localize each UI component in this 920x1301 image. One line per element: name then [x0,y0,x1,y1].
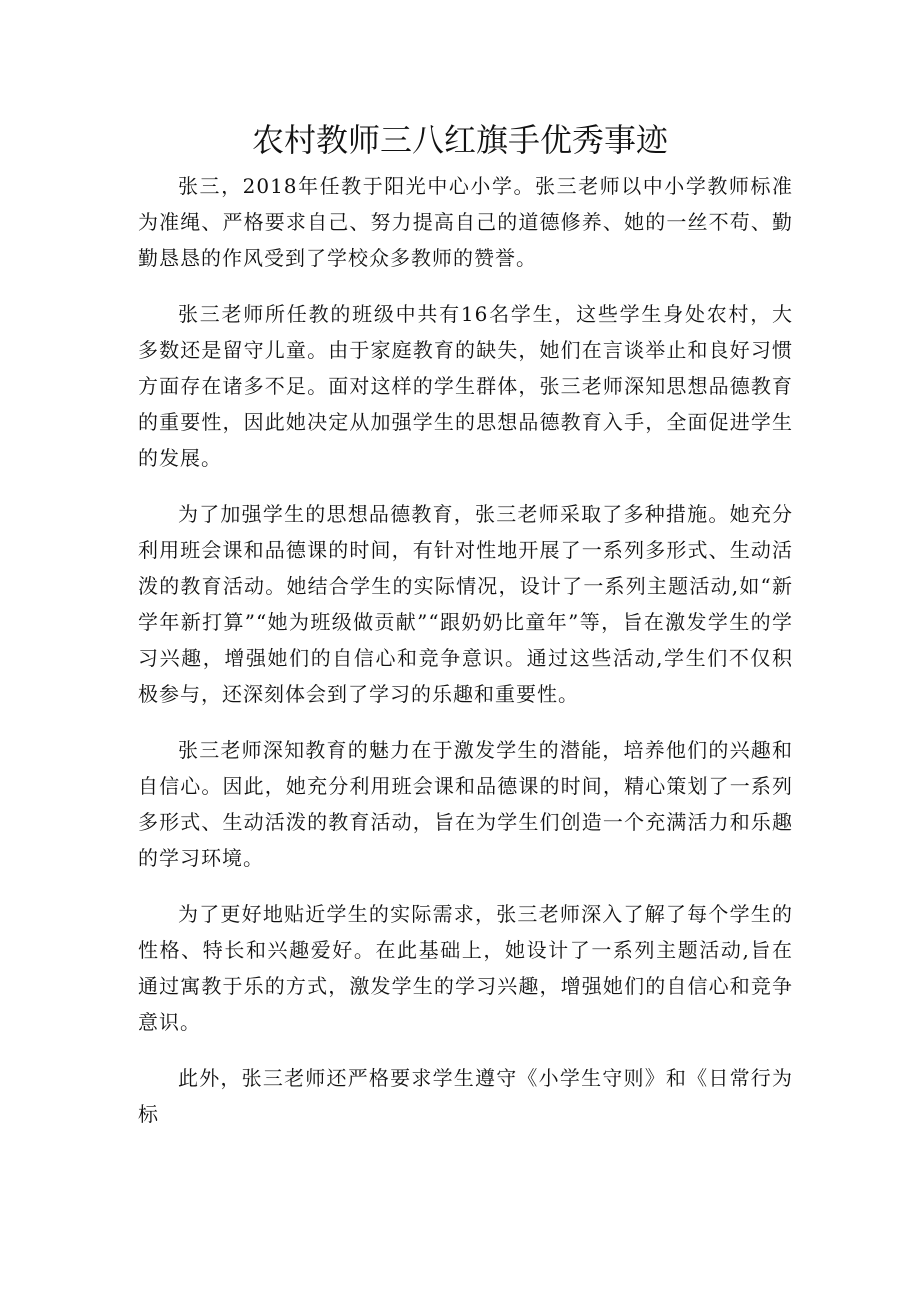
paragraph-6: 此外，张三老师还严格要求学生遵守《小学生守则》和《日常行为标 [138,1066,793,1126]
paragraph-1: 张三，2018年任教于阳光中心小学。张三老师以中小学教师标准为准绳、严格要求自己、努力提高自己的道德修养、她的一丝不苟、勤勤恳恳的作风受到了学校众多教师的赞誉。 [138,174,793,270]
paragraph-5: 为了更好地贴近学生的实际需求，张三老师深入了解了每个学生的性格、特长和兴趣爱好。在此基础上，她设计了一系列主题活动,旨在通过寓教于乐的方式，激发学生的学习兴趣，增强她们的自信心和竞争意识。 [138,902,793,1034]
paragraph-4: 张三老师深知教育的魅力在于激发学生的潜能，培养他们的兴趣和自信心。因此，她充分利用班会课和品德课的时间，精心策划了一系列多形式、生动活泼的教育活动，旨在为学生们创造一个充满活力和乐趣的学习环境。 [138,738,793,870]
paragraph-3: 为了加强学生的思想品德教育，张三老师采取了多种措施。她充分利用班会课和品德课的时间，有针对性地开展了一系列多形式、生动活泼的教育活动。她结合学生的实际情况，设计了一系列主题活动,如“新学年新打算”“她为班级做贡献”“跟奶奶比童年”等，旨在激发学生的学习兴趣，增强她们的自信心和竞争意识。通过这些活动,学生们不仅积极参与，还深刻体会到了学习的乐趣和重要性。 [138,502,793,706]
document-body [138,168,793,1152]
paragraph-2: 张三老师所任教的班级中共有16名学生，这些学生身处农村，大多数还是留守儿童。由于家庭教育的缺失，她们在言谈举止和良好习惯方面存在诸多不足。面对这样的学生群体，张三老师深知思想品德教育的重要性，因此她决定从加强学生的思想品德教育入手，全面促进学生的发展。 [138,302,793,470]
document-title: 农村教师三八红旗手优秀事迹 [251,121,668,159]
